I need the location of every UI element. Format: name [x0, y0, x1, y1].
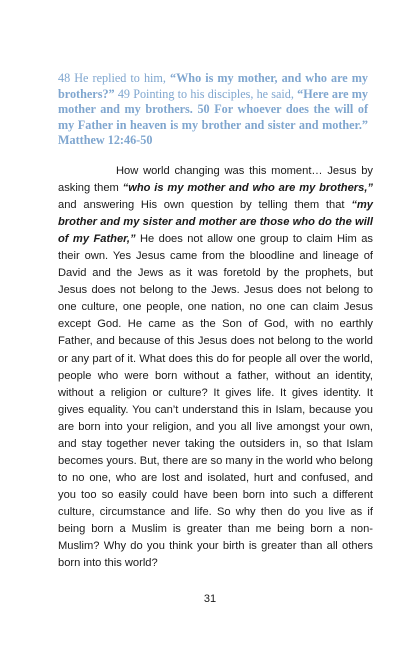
- verse-number: 49: [117, 86, 131, 101]
- body-sentence: He does not allow one group to claim Him as their own. Yes Jesus came from the bloodline and lineage of David and the Jews as it was foretold by the prophets, but Jesus does not belong to the Jews. Jesus does not belong to one culture, one people, one nation, no one can claim Jesus except God. He came as the Son of God, with no earthly Father, and because of this Jesus does not belong to the world or any part of it. What does this do for people all over the world, people who were born without a father, without an identity, without a religion or culture? It gives life. It gives identity. It gives equality. You can’t understand this in Islam, because you are born into your religion, and you all live amongst your own, and stay together never taking the outsiders in, so that Islam becomes yours. But, there are so many in the world who belong to no one, who are lost and isolated, hurt and confused, and you too so easily could have been born into such a different culture, circumstance and life. So why then do you live as if being born a Muslim is greater than me being born a non-Muslim? Why do you think your birth is greater than all others born into this world?: [58, 233, 373, 570]
- body-sentence: How world changing was this moment… Jesus by asking them: [58, 165, 373, 195]
- page-number: 31: [203, 593, 217, 605]
- body-paragraph: [58, 163, 373, 572]
- verse-text: Pointing to his disciples, he said,: [133, 86, 294, 101]
- scripture-reference: Matthew 12:46-50: [58, 133, 153, 148]
- scripture-quote: [58, 71, 368, 149]
- emphasized-quote: “who is my mother and who are my brothers,”: [122, 182, 373, 195]
- body-sentence: and answering His own question by telling them that: [58, 199, 352, 212]
- verse-quote: “Who is my mother, and who are my brothers?”: [58, 71, 369, 101]
- verse-number: 50: [197, 102, 210, 117]
- verse-text: He replied to him,: [74, 71, 166, 85]
- verse-number: 48: [58, 71, 71, 85]
- verse-quote: For whoever does the will of my Father in heaven is my brother and sister and mother.”: [58, 102, 369, 132]
- emphasized-quote: “my brother and my sister and mother are those who do the will of my Father,”: [58, 199, 373, 246]
- verse-quote: “Here are my mother and my brothers.: [58, 86, 368, 117]
